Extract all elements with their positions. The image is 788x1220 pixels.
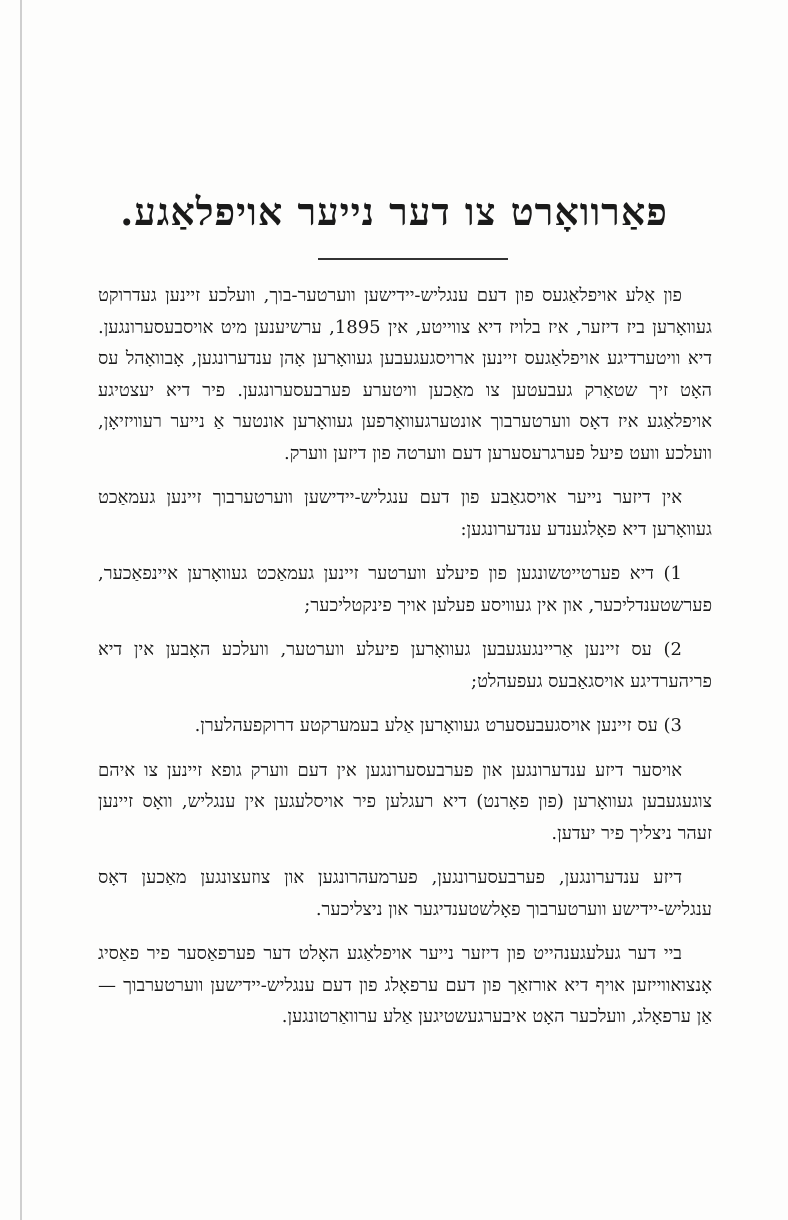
paragraph-changes-intro: אין דיזער נייער אויסגאַבע פון דעם ענגליש-יידישען ווערטערבוך זיינען געמאַכט געוואָרען דיא פאָלגענדע ענדערונגען:: [98, 487, 712, 540]
paragraph-additions: אויסער דיזע ענדערונגען און פערבעסערונגען אין דעם ווערק גופא זיינען צו איהם צוגעגעבען געוואָרען (פון פאָרנט) דיא רעגלען פיר אויסלעגען אין ענגליש, וואָס זיינען זעהר ניצליך פיר יעדען.: [98, 759, 712, 844]
page-title: פאַרוואָרט צו דער נייער אויפלאַגע.: [120, 189, 668, 234]
paragraph-closing: ביי דער געלעגענהייט פון דיזער נייער אויפלאַגע האָלט דער פערפאַסער פיר פאַסיג אָנצואווייזען אויף דיא אורזאַך פון דעם ערפאָלג פון דעם ענגליש-יידישען ווערטערבוך — אַן ערפאָלג, וועלכער האָט איבערגעשטיגען אַלע ערוואַרטונגען.: [98, 943, 712, 1027]
paragraph-summary: דיזע ענדערונגען, פערבעסערונגען, פערמעהרונגען און צוזעצונגען מאַכען דאָס ענגליש-יידישע ווערטערבוך פאָלשטענדיגער און ניצליכער.: [98, 867, 712, 920]
page-edge-shadow: [20, 0, 22, 1220]
body-text: [98, 280, 712, 1046]
paragraph-intro: פון אַלע אויפלאַגעס פון דעם ענגליש-יידישען ווערטער-בוך, וועלכע זיינען געדרוקט געוואָרען ביז דיזער, איז בלויז דיא צווייטע, אין 1895, ערשיענען מיט אויסבעסערונגען. דיא וויטערדיגע אויפלאַגעס זיינען ארויסגעגעבען געוואָרען אָהן ענדערונגען, אָבוואָהל עס האָט זיך שטאַרק געבעטען צו מאַכען וויטערע פערבעסערונגען. פיר דיא יעצטיגע אויפלאַגע איז דאָס ווערטערבוך אונטערגעוואָרפען געוואָרען אונטער אַ נייער רעוויזיאָן, וועלכע וועט פיעל פערגרעסערען דעם ווערטה פון דיזען ווערק.: [98, 285, 712, 464]
list-item-3: 3) עס זיינען אויסגעבעסערט געוואָרען אַלע בעמערקטע דרוקפעהלערן.: [194, 715, 682, 736]
title-divider: [318, 258, 508, 260]
list-item-1: 1) דיא פערטייטשונגען פון פיעלע ווערטער זיינען געמאַכט געוואָרען איינפאַכער, פערשטענדליכער, און אין געוויסע פעלען אויך פינקטליכער;: [98, 563, 712, 616]
list-item-2: 2) עס זיינען אַריינגעגעבען געוואָרען פיעלע ווערטער, וועלכע האָבען אין דיא פריהערדיגע אויסגאַבעס געפעהלט;: [98, 639, 712, 692]
